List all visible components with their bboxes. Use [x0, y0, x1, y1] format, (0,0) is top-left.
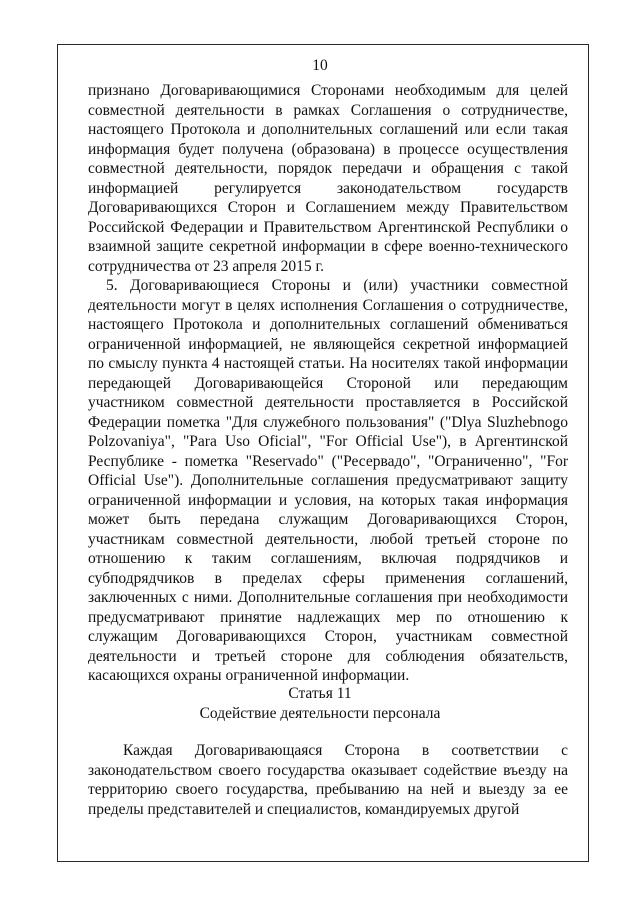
article-heading	[0, 684, 640, 724]
paragraph-continuation-block	[88, 81, 568, 686]
article-body-block	[88, 741, 568, 819]
paragraph-continuation: признано Договаривающимися Сторонами необходимым для целей совместной деятельности в рамках Соглашения о сотрудничестве, настоящего Протокола и дополнительных соглашений или если такая информация будет получена (образована) в процессе осуществления совместной деятельности, порядок передачи и обращения с такой информацией регулируется законодательством государств Договаривающихся Сторон и Соглашением между Правительством Российской Федерации и Правительством Аргентинской Республики о взаимной защите секретной информации в сфере военно-технического сотрудничества от 23 апреля 2015 г.	[88, 82, 568, 275]
paragraph-item-5: 5. Договаривающиеся Стороны и (или) участники совместной деятельности могут в целях исполнения Соглашения о сотрудничестве, настоящего Протокола и дополнительных соглашений обмениваться ограниченной информацией, не являющейся секретной информацией по смыслу пункта 4 настоящей статьи. На носителях такой информации передающей Договаривающейся Стороной или передающим участником совместной деятельности проставляется в Российской Федерации пометка "Для служебного пользования" ("Dlya Sluzhebnogo Polzovaniya", "Para Uso Oficial", "For Official Use"), в Аргентинской Республике - пометка "Reservado" ("Ресервадо", "Ограниченно", "For Official Use"). Дополнительные соглашения предусматривают защиту ограниченной информации и условия, на которых такая информация может быть передана служащим Договаривающихся Сторон, участникам совместной деятельности, любой третьей стороне по отношению к таким соглашениям, включая подрядчиков и субподрядчиков в пределах сферы применения соглашений, заключенных с ними. Дополнительные соглашения при необходимости предусматривают принятие надлежащих мер по отношению к служащим Договаривающихся Сторон, участникам совместной деятельности и третьей стороне для соблюдения обязательств, касающихся охраны ограниченной информации.	[88, 277, 568, 684]
paragraph-article-11: Каждая Договаривающаяся Сторона в соответствии с законодательством своего государства оказывает содействие въезду на территорию своего государства, пребыванию на ней и выезду за ее пределы представителей и специалистов, командируемых другой	[88, 742, 568, 818]
page-number: 10	[312, 57, 328, 74]
article-title: Содействие деятельности персонала	[199, 705, 441, 722]
article-number: Статья 11	[288, 685, 352, 702]
